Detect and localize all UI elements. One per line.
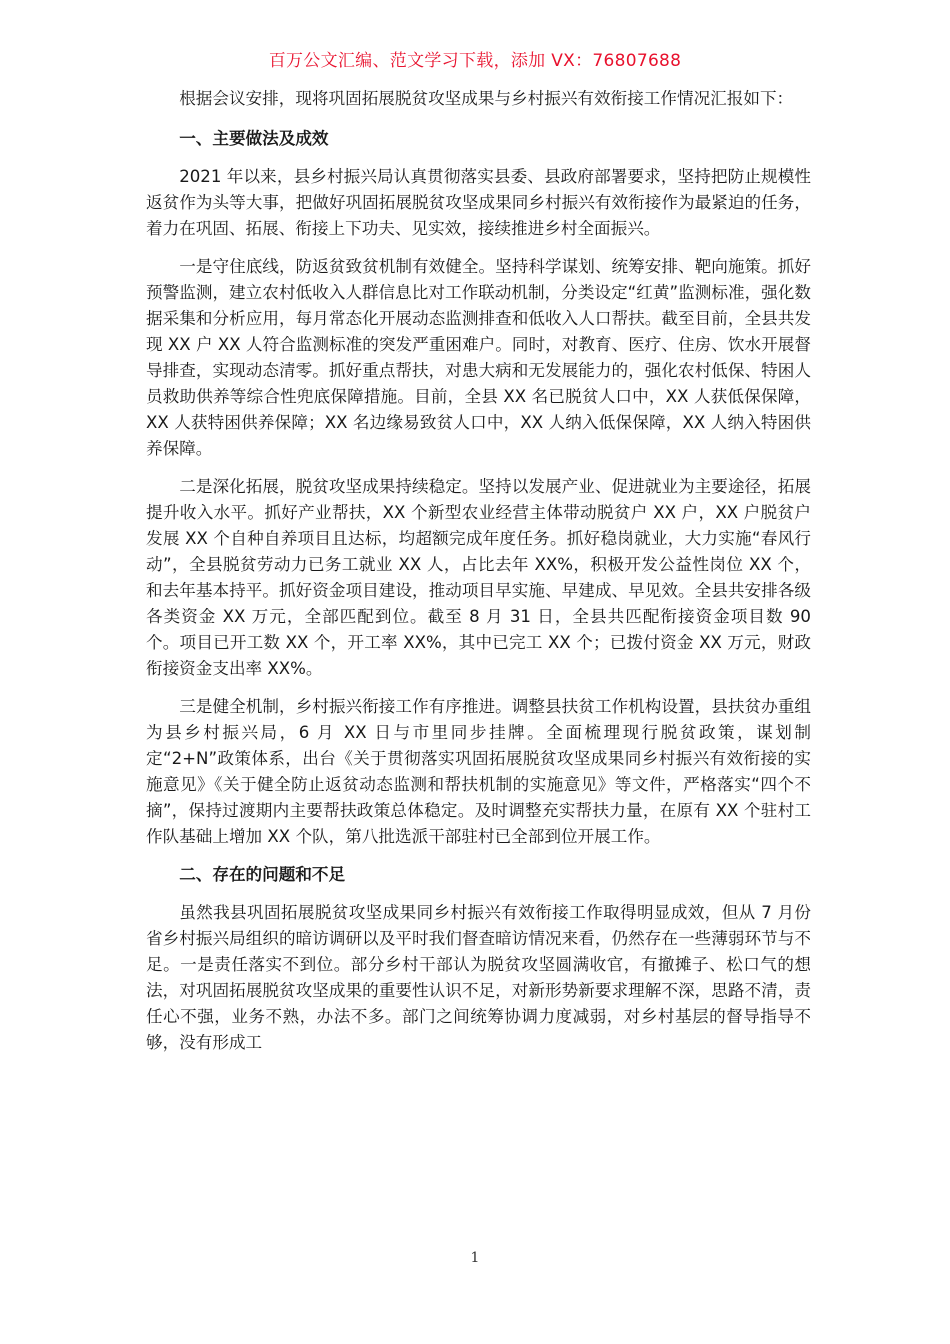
document-body bbox=[146, 86, 811, 1068]
section-1-paragraph-4: 三是健全机制，乡村振兴衔接工作有序推进。调整县扶贫工作机构设置，县扶贫办重组为县乡村振兴局，6 月 XX 日与市里同步挂牌。全面梳理现行脱贫政策，谋划制定“2+N”政策体系，出台《关于贯彻落实巩固拓展脱贫攻坚成果同乡村振兴有效衔接的实施意见》《关于健全防止返贫动态监测和帮扶机制的实施意见》等文件，严格落实“四个不摘”，保持过渡期内主要帮扶政策总体稳定。及时调整充实帮扶力量，在原有 XX 个驻村工作队基础上增加 XX 个队，第八批选派干部驻村已全部到位开展工作。 bbox=[146, 697, 811, 846]
section-1-paragraph-2: 一是守住底线，防返贫致贫机制有效健全。坚持科学谋划、统筹安排、靶向施策。抓好预警监测，建立农村低收入人群信息比对工作联动机制，分类设定“红黄”监测标准，强化数据采集和分析应用，每月常态化开展动态监测排查和低收入人口帮扶。截至目前，全县共发现 XX 户 XX 人符合监测标准的突发严重困难户。同时，对教育、医疗、住房、饮水开展督导排查，实现动态清零。抓好重点帮扶，对患大病和无发展能力的，强化农村低保、特困人员救助供养等综合性兜底保障措施。目前，全县 XX 名已脱贫人口中，XX 人获低保保障，XX 人获特困供养保障；XX 名边缘易致贫人口中，XX 人纳入低保保障，XX 人纳入特困供养保障。 bbox=[146, 257, 811, 458]
section-1-paragraph-1: 2021 年以来，县乡村振兴局认真贯彻落实县委、县政府部署要求，坚持把防止规模性返贫作为头等大事，把做好巩固拓展脱贫攻坚成果同乡村振兴有效衔接作为最紧迫的任务，着力在巩固、拓展、衔接上下功夫、见实效，接续推进乡村全面振兴。 bbox=[146, 167, 811, 238]
section-1-heading: 一、主要做法及成效 bbox=[179, 129, 329, 148]
intro-paragraph: 根据会议安排，现将巩固拓展脱贫攻坚成果与乡村振兴有效衔接工作情况汇报如下： bbox=[179, 89, 794, 108]
section-2-paragraph-1: 虽然我县巩固拓展脱贫攻坚成果同乡村振兴有效衔接工作取得明显成效，但从 7 月份省乡村振兴局组织的暗访调研以及平时我们督查暗访情况来看，仍然存在一些薄弱环节与不足。一是责任落实不到位。部分乡村干部认为脱贫攻坚圆满收官，有撤摊子、松口气的想法，对巩固拓展脱贫攻坚成果的重要性认识不足，对新形势新要求理解不深，思路不清，责任心不强，业务不熟，办法不多。部门之间统筹协调力度减弱，对乡村基层的督导指导不够，没有形成工 bbox=[146, 903, 811, 1052]
section-2-heading: 二、存在的问题和不足 bbox=[179, 865, 346, 884]
header-banner: 百万公文汇编、范文学习下载，添加 VX：76807688 bbox=[268, 51, 682, 71]
page-number: 1 bbox=[470, 1250, 480, 1266]
section-1-paragraph-3: 二是深化拓展，脱贫攻坚成果持续稳定。坚持以发展产业、促进就业为主要途径，拓展提升收入水平。抓好产业帮扶，XX 个新型农业经营主体带动脱贫户 XX 户，XX 户脱贫户发展 XX 个自种自养项目且达标，均超额完成年度任务。抓好稳岗就业，大力实施“春风行动”，全县脱贫劳动力已务工就业 XX 人，占比去年 XX%，积极开发公益性岗位 XX 个，和去年基本持平。抓好资金项目建设，推动项目早实施、早建成、早见效。全县共安排各级各类资金 XX 万元，全部匹配到位。截至 8 月 31 日，全县共匹配衔接资金项目数 90 个。项目已开工数 XX 个，开工率 XX%，其中已完工 XX 个；已拨付资金 XX 万元，财政衔接资金支出率 XX%。 bbox=[146, 477, 811, 678]
